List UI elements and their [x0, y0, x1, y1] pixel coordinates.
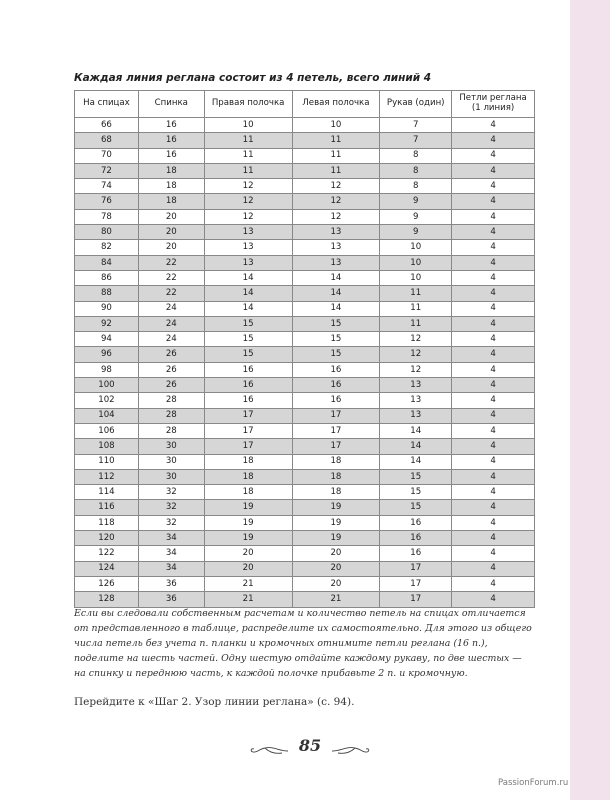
table-row: [75, 225, 535, 240]
table-header-row: [75, 91, 535, 118]
table-cell: 13: [380, 408, 452, 423]
table-cell: 15: [380, 485, 452, 500]
table-cell: 13: [380, 393, 452, 408]
table-cell: 4: [452, 561, 535, 576]
instruction-paragraph: Если вы следовали собственным расчетам и количество петель на спицах отличается от представленного в таблице, распределите их самостоятельно. Для этого из общего числа петель без учета п. планки и кромочных отнимите петли реглана (16 п.), поделите на шесть частей. Одну шестую отдайте каждому рукаву, по две шестых — на спинку и переднюю часть, к каждой полочке прибавьте 2 п. и кромочную.: [74, 608, 532, 679]
table-cell: 14: [292, 286, 380, 301]
table-cell: 4: [452, 316, 535, 331]
table-cell: 18: [138, 194, 204, 209]
table-cell: 16: [138, 118, 204, 133]
table-cell: 20: [292, 576, 380, 591]
table-cell: 16: [138, 148, 204, 163]
table-cell: 36: [138, 576, 204, 591]
table-cell: 8: [380, 163, 452, 178]
table-cell: 18: [292, 485, 380, 500]
table-cell: 18: [204, 469, 292, 484]
table-cell: 16: [204, 393, 292, 408]
table-cell: 36: [138, 592, 204, 607]
table-cell: 17: [380, 592, 452, 607]
table-cell: 66: [75, 118, 139, 133]
table-cell: 72: [75, 163, 139, 178]
table-cell: 14: [380, 423, 452, 438]
table-cell: 13: [292, 255, 380, 270]
table-cell: 30: [138, 439, 204, 454]
table-cell: 17: [204, 439, 292, 454]
table-row: [75, 515, 535, 530]
table-cell: 4: [452, 362, 535, 377]
table-cell: 114: [75, 485, 139, 500]
table-cell: 11: [204, 133, 292, 148]
table-row: [75, 485, 535, 500]
table-row: [75, 118, 535, 133]
table-cell: 10: [204, 118, 292, 133]
table-cell: 12: [204, 209, 292, 224]
table-row: [75, 531, 535, 546]
table-cell: 16: [292, 362, 380, 377]
table-cell: 4: [452, 454, 535, 469]
table-cell: 10: [380, 270, 452, 285]
table-row: [75, 332, 535, 347]
table-cell: 4: [452, 576, 535, 591]
table-cell: 18: [292, 454, 380, 469]
table-row: [75, 194, 535, 209]
table-cell: 4: [452, 179, 535, 194]
table-cell: 9: [380, 225, 452, 240]
table-cell: 19: [204, 500, 292, 515]
table-cell: 13: [292, 240, 380, 255]
table-cell: 92: [75, 316, 139, 331]
table-row: [75, 393, 535, 408]
table-cell: 14: [204, 270, 292, 285]
table-cell: 17: [292, 423, 380, 438]
table-cell: 116: [75, 500, 139, 515]
table-cell: 4: [452, 332, 535, 347]
table-cell: 76: [75, 194, 139, 209]
table-cell: 128: [75, 592, 139, 607]
table-cell: 106: [75, 423, 139, 438]
table-cell: 110: [75, 454, 139, 469]
table-row: [75, 576, 535, 591]
table-row: [75, 347, 535, 362]
table-cell: 14: [292, 270, 380, 285]
table-cell: 4: [452, 347, 535, 362]
table-cell: 108: [75, 439, 139, 454]
table-cell: 8: [380, 179, 452, 194]
header-sleeve: Рукав (один): [380, 91, 452, 118]
table-cell: 24: [138, 301, 204, 316]
table-cell: 20: [138, 225, 204, 240]
table-row: [75, 423, 535, 438]
table-cell: 12: [292, 194, 380, 209]
header-raglan-stitches: Петли реглана (1 линия): [452, 91, 535, 118]
table-cell: 112: [75, 469, 139, 484]
table-cell: 12: [292, 209, 380, 224]
table-cell: 100: [75, 378, 139, 393]
table-cell: 4: [452, 240, 535, 255]
table-cell: 20: [204, 561, 292, 576]
table-cell: 19: [204, 515, 292, 530]
table-cell: 28: [138, 408, 204, 423]
table-cell: 14: [204, 301, 292, 316]
table-cell: 15: [204, 316, 292, 331]
table-cell: 16: [292, 393, 380, 408]
table-cell: 15: [204, 332, 292, 347]
table-cell: 16: [138, 133, 204, 148]
table-row: [75, 408, 535, 423]
table-cell: 17: [380, 576, 452, 591]
table-row: [75, 209, 535, 224]
table-cell: 120: [75, 531, 139, 546]
table-cell: 16: [292, 378, 380, 393]
table-cell: 32: [138, 485, 204, 500]
table-cell: 98: [75, 362, 139, 377]
table-cell: 11: [380, 316, 452, 331]
table-cell: 70: [75, 148, 139, 163]
table-cell: 30: [138, 454, 204, 469]
table-row: [75, 362, 535, 377]
table-cell: 13: [204, 225, 292, 240]
table-cell: 24: [138, 316, 204, 331]
table-cell: 16: [204, 362, 292, 377]
table-cell: 14: [380, 454, 452, 469]
table-cell: 122: [75, 546, 139, 561]
table-cell: 12: [204, 194, 292, 209]
table-cell: 11: [204, 148, 292, 163]
table-cell: 4: [452, 378, 535, 393]
table-cell: 34: [138, 531, 204, 546]
table-row: [75, 255, 535, 270]
table-cell: 18: [138, 163, 204, 178]
table-cell: 32: [138, 500, 204, 515]
table-cell: 4: [452, 133, 535, 148]
table-cell: 13: [204, 255, 292, 270]
table-row: [75, 439, 535, 454]
table-row: [75, 592, 535, 607]
table-cell: 18: [204, 485, 292, 500]
side-color-band: [570, 0, 610, 800]
table-row: [75, 179, 535, 194]
table-cell: 30: [138, 469, 204, 484]
watermark: PassionForum.ru: [498, 778, 569, 788]
table-cell: 74: [75, 179, 139, 194]
table-cell: 28: [138, 393, 204, 408]
table-cell: 20: [292, 546, 380, 561]
flourish-right-icon: [331, 743, 371, 757]
table-row: [75, 240, 535, 255]
table-cell: 118: [75, 515, 139, 530]
table-cell: 4: [452, 286, 535, 301]
table-cell: 15: [380, 500, 452, 515]
table-cell: 10: [292, 118, 380, 133]
table-cell: 4: [452, 393, 535, 408]
table-cell: 21: [292, 592, 380, 607]
table-cell: 32: [138, 515, 204, 530]
table-cell: 17: [292, 439, 380, 454]
table-cell: 22: [138, 286, 204, 301]
table-cell: 14: [204, 286, 292, 301]
table-cell: 20: [138, 240, 204, 255]
table-cell: 8: [380, 148, 452, 163]
table-cell: 4: [452, 500, 535, 515]
table-row: [75, 133, 535, 148]
table-cell: 15: [292, 332, 380, 347]
table-cell: 19: [292, 515, 380, 530]
table-cell: 13: [380, 378, 452, 393]
table-cell: 68: [75, 133, 139, 148]
header-left-front: Левая полочка: [292, 91, 380, 118]
table-cell: 90: [75, 301, 139, 316]
table-cell: 78: [75, 209, 139, 224]
table-cell: 34: [138, 546, 204, 561]
table-cell: 15: [292, 347, 380, 362]
table-cell: 7: [380, 118, 452, 133]
table-cell: 26: [138, 347, 204, 362]
table-cell: 11: [380, 286, 452, 301]
table-row: [75, 378, 535, 393]
table-cell: 11: [380, 301, 452, 316]
table-cell: 4: [452, 515, 535, 530]
table-cell: 4: [452, 118, 535, 133]
table-cell: 14: [380, 439, 452, 454]
table-cell: 84: [75, 255, 139, 270]
table-cell: 28: [138, 423, 204, 438]
table-cell: 12: [380, 347, 452, 362]
table-cell: 18: [292, 469, 380, 484]
table-cell: 12: [204, 179, 292, 194]
table-cell: 7: [380, 133, 452, 148]
table-cell: 15: [292, 316, 380, 331]
table-cell: 17: [380, 561, 452, 576]
header-right-front: Правая полочка: [204, 91, 292, 118]
table-cell: 19: [204, 531, 292, 546]
table-cell: 102: [75, 393, 139, 408]
table-cell: 104: [75, 408, 139, 423]
table-cell: 4: [452, 225, 535, 240]
table-row: [75, 301, 535, 316]
table-cell: 4: [452, 469, 535, 484]
table-row: [75, 561, 535, 576]
table-cell: 124: [75, 561, 139, 576]
page-footer: [255, 733, 365, 763]
page-number: 85: [298, 736, 322, 755]
table-cell: 34: [138, 561, 204, 576]
table-cell: 13: [292, 225, 380, 240]
table-cell: 82: [75, 240, 139, 255]
table-cell: 10: [380, 255, 452, 270]
table-cell: 4: [452, 592, 535, 607]
table-cell: 4: [452, 163, 535, 178]
table-cell: 26: [138, 362, 204, 377]
table-cell: 22: [138, 270, 204, 285]
header-needles: На спицах: [75, 91, 139, 118]
table-cell: 20: [204, 546, 292, 561]
table-cell: 12: [292, 179, 380, 194]
table-cell: 24: [138, 332, 204, 347]
table-cell: 13: [204, 240, 292, 255]
table-cell: 20: [292, 561, 380, 576]
table-cell: 4: [452, 485, 535, 500]
table-body: [75, 118, 535, 608]
table-row: [75, 286, 535, 301]
table-cell: 11: [292, 148, 380, 163]
table-row: [75, 454, 535, 469]
table-cell: 22: [138, 255, 204, 270]
table-cell: 20: [138, 209, 204, 224]
table-cell: 16: [380, 546, 452, 561]
table-cell: 4: [452, 255, 535, 270]
table-cell: 16: [380, 531, 452, 546]
table-cell: 4: [452, 148, 535, 163]
header-back: Спинка: [138, 91, 204, 118]
table-cell: 80: [75, 225, 139, 240]
table-cell: 19: [292, 531, 380, 546]
table-cell: 21: [204, 576, 292, 591]
table-cell: 16: [380, 515, 452, 530]
table-row: [75, 500, 535, 515]
table-cell: 88: [75, 286, 139, 301]
table-cell: 4: [452, 194, 535, 209]
table-cell: 16: [204, 378, 292, 393]
table-cell: 4: [452, 270, 535, 285]
table-cell: 4: [452, 301, 535, 316]
table-cell: 17: [292, 408, 380, 423]
table-cell: 15: [380, 469, 452, 484]
table-cell: 15: [204, 347, 292, 362]
table-cell: 18: [204, 454, 292, 469]
table-cell: 4: [452, 531, 535, 546]
table-row: [75, 163, 535, 178]
table-cell: 17: [204, 423, 292, 438]
table-cell: 12: [380, 332, 452, 347]
table-cell: 126: [75, 576, 139, 591]
table-cell: 14: [292, 301, 380, 316]
table-cell: 4: [452, 209, 535, 224]
table-row: [75, 270, 535, 285]
table-cell: 12: [380, 362, 452, 377]
table-cell: 11: [292, 133, 380, 148]
goto-link-text: Перейдите к «Шаг 2. Узор линии реглана» (с. 94).: [74, 696, 355, 708]
table-cell: 9: [380, 209, 452, 224]
table-cell: 11: [292, 163, 380, 178]
table-row: [75, 148, 535, 163]
table-cell: 96: [75, 347, 139, 362]
table-cell: 86: [75, 270, 139, 285]
table-cell: 10: [380, 240, 452, 255]
table-cell: 4: [452, 408, 535, 423]
table-cell: 4: [452, 546, 535, 561]
table-cell: 19: [292, 500, 380, 515]
raglan-table: [74, 90, 535, 608]
table-cell: 4: [452, 439, 535, 454]
table-cell: 9: [380, 194, 452, 209]
table-cell: 21: [204, 592, 292, 607]
table-cell: 4: [452, 423, 535, 438]
table-cell: 18: [138, 179, 204, 194]
table-cell: 26: [138, 378, 204, 393]
table-cell: 11: [204, 163, 292, 178]
table-row: [75, 469, 535, 484]
table-cell: 17: [204, 408, 292, 423]
table-row: [75, 316, 535, 331]
table-cell: 94: [75, 332, 139, 347]
table-row: [75, 546, 535, 561]
table-title: Каждая линия реглана состоит из 4 петель, всего линий 4: [74, 72, 432, 84]
